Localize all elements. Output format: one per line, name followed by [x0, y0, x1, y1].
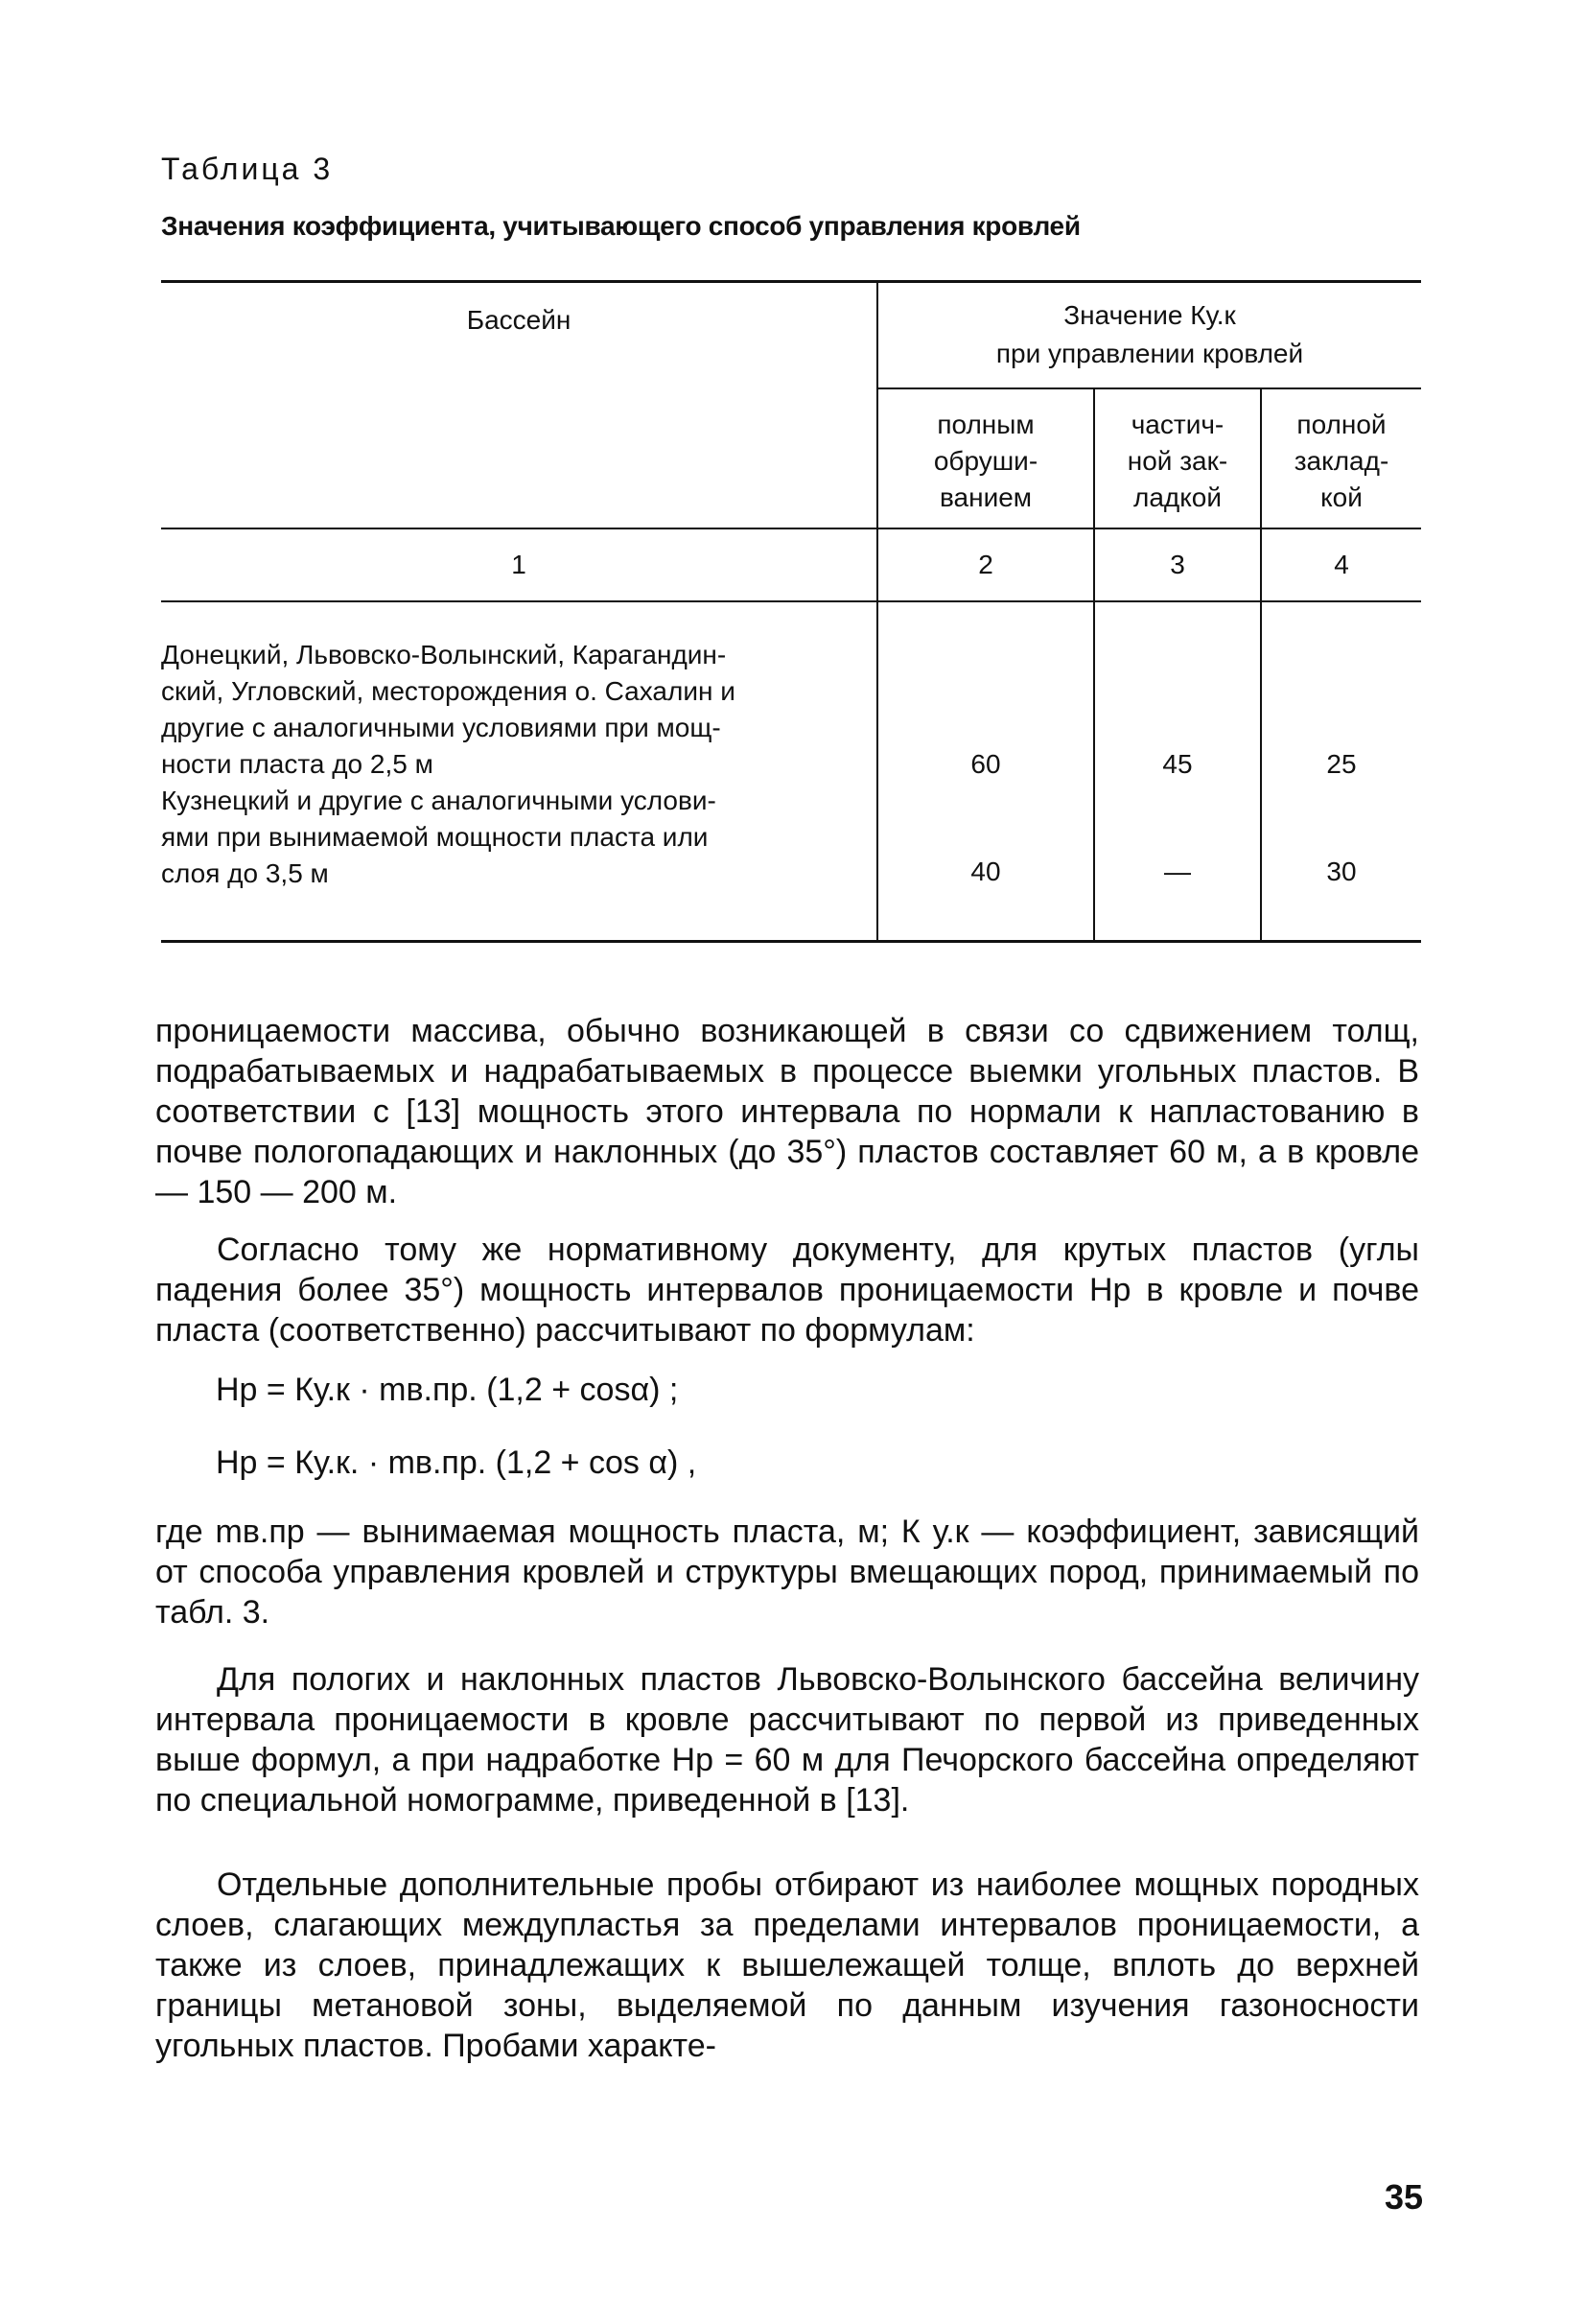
table-caption: Таблица 3: [161, 152, 334, 186]
formula-2: Hр = Ку.к. · mв.пр. (1,2 + cos α) ,: [216, 1444, 697, 1481]
subheader-full-filling: полной заклад- кой: [1294, 410, 1389, 512]
column-number-3: 3: [1170, 550, 1185, 579]
paragraph-2: Согласно тому же нормативному документу, для крутых пластов (углы падения более 35°) мощность интервалов проницаемости Hр в кровле и почве пласта (соответственно) рассчитывают по формулам:: [155, 1232, 1419, 1349]
paragraph-4: Для пологих и наклонных пластов Львовско-Волынского бассейна величину интервала проницаемости в кровле рассчитывают по первой из приведенных выше формул, а при надработке Hр = 60 м для Печорского бассейна определяют по специальной номограмме, приведенной в [13].: [155, 1661, 1419, 1819]
table-number-row-rule: [161, 600, 1421, 602]
subheader-full-caving: полным обруши- ванием: [933, 410, 1038, 512]
paragraph-5: Отдельные дополнительные пробы отбирают из наиболее мощных породных слоев, слагающих междупластья за пределами интервалов проницаемости, а также из слоев, принадлежащих к вышележащей толще, вплоть до верхней границы метановой зоны, выделяемой по данным изучения газоносности угольных пластов. Пробами характе-: [155, 1866, 1419, 2064]
formula-1: Hр = Ку.к · mв.пр. (1,2 + cosα) ;: [216, 1372, 679, 1408]
table-top-rule: [161, 280, 1421, 283]
table-header-bottom-rule: [161, 528, 1421, 529]
header-basin: Бассейн: [466, 305, 571, 335]
table-header-divider: [877, 387, 1421, 389]
page-number: 35: [1384, 2177, 1423, 2217]
column-number-2: 2: [978, 550, 993, 579]
header-value-line1: Значение Ку.к: [1063, 300, 1236, 330]
row2-basin: Кузнецкий и другие с аналогичными услови- ями при вынимаемой мощности пласта или слоя до 3,5 м: [161, 786, 716, 888]
row2-value-full-caving: 40: [970, 857, 1001, 886]
column-number-4: 4: [1334, 550, 1349, 579]
row1-value-full-caving: 60: [970, 749, 1001, 779]
header-value-line2: при управлении кровлей: [995, 339, 1304, 368]
subheader-partial-filling: частич- ной зак- ладкой: [1127, 410, 1228, 512]
row2-value-partial-filling: —: [1164, 857, 1191, 886]
paragraph-3: где mв.пр — вынимаемая мощность пласта, м; К у.к — коэффициент, зависящий от способа управления кровлей и структуры вмещающих пород, принимаемый по табл. 3.: [155, 1514, 1419, 1631]
row2-value-full-filling: 30: [1326, 857, 1357, 886]
row1-basin: Донецкий, Львовско-Волынский, Карагандин- ский, Угловский, месторождения о. Сахалин и другие с аналогичными условиями при мощ- ности пласта до 2,5 м: [161, 640, 735, 779]
column-number-1: 1: [511, 550, 526, 579]
paragraph-1: проницаемости массива, обычно возникающей в связи со сдвижением толщ, подрабатываемых и надрабатываемых в процессе выемки угольных пластов. В соответствии с [13] мощность этого интервала по нормали к напластованию в почве пологопадающих и наклонных (до 35°) пластов составляет 60 м, а в кровле — 150 — 200 м.: [155, 1013, 1419, 1210]
row1-value-full-filling: 25: [1326, 749, 1357, 779]
table-vertical-rule-1: [876, 280, 878, 942]
table-bottom-rule: [161, 940, 1421, 943]
row1-value-partial-filling: 45: [1162, 749, 1193, 779]
table-title: Значения коэффициента, учитывающего способ управления кровлей: [161, 211, 1081, 241]
